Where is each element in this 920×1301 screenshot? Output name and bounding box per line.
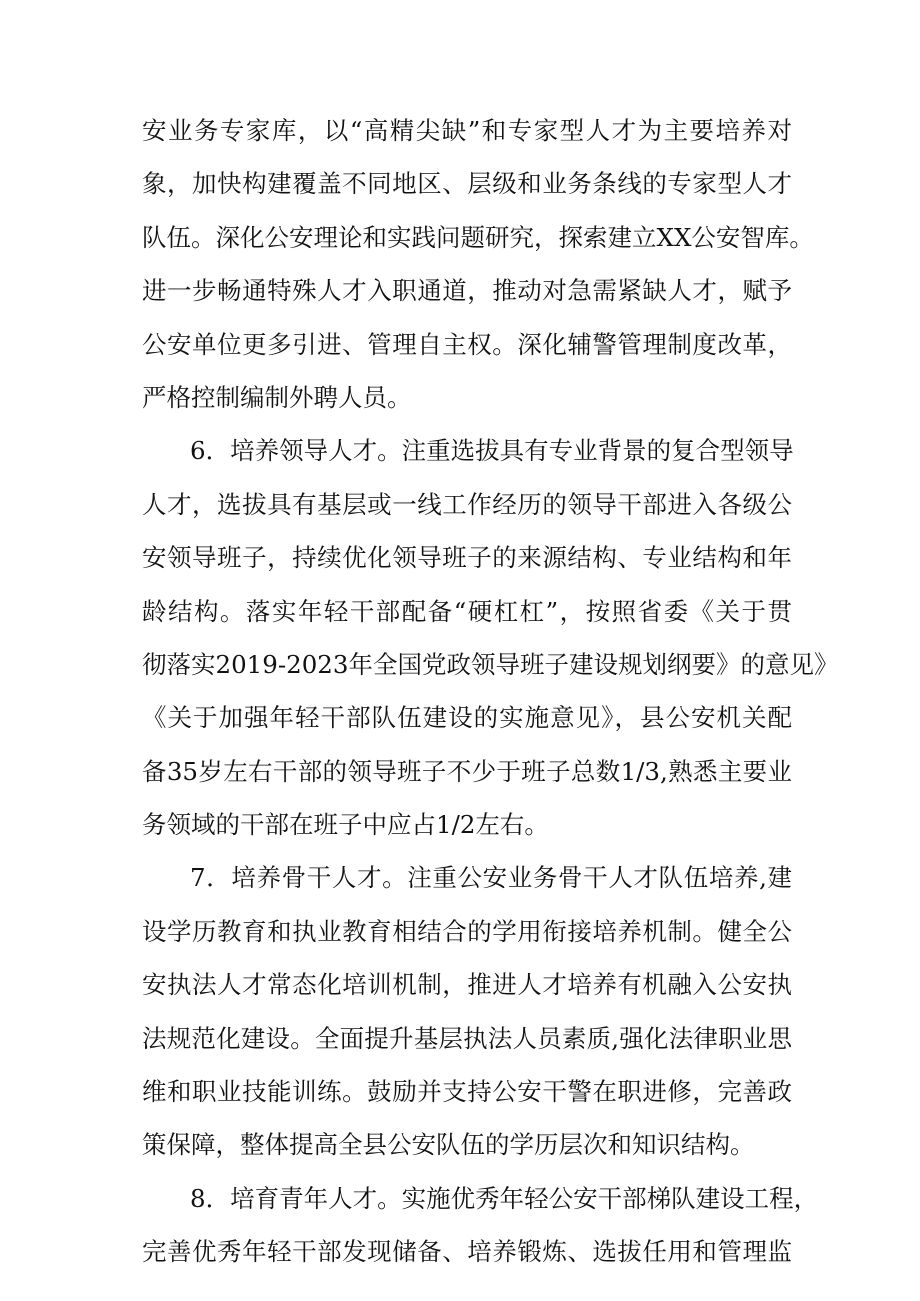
document-body (142, 104, 839, 1279)
text-line: 策保障，整体提高全县公安队伍的学历层次和知识结构。 (142, 1130, 755, 1160)
text-line: 公安单位更多引进、管理自主权。深化辅警管理制度改革， (142, 329, 792, 359)
text-line: 象，加快构建覆盖不同地区、层级和业务条线的专家型人才 (142, 169, 792, 199)
text-line: 龄结构。落实年轻干部配备“硬杠杠”，按照省委《关于贯 (142, 596, 792, 626)
text-line: 队伍。深化公安理论和实践问题研究，探索建立XX公安智库。 (142, 222, 814, 252)
text-line: 严格控制编制外聘人员。 (142, 382, 412, 412)
text-line: 完善优秀年轻干部发现储备、培养锻炼、选拔任用和管理监 (142, 1237, 792, 1267)
text-line: 《关于加强年轻干部队伍建设的实施意见》，县公安机关配 (142, 703, 792, 733)
text-line: 彻落实2019-2023年全国党政领导班子建设规划纲要》的意见》 (142, 649, 839, 679)
section-6-heading-line: 6．培养领导人才。注重选拔具有专业背景的复合型领导 (190, 436, 794, 466)
text-line: 务领域的干部在班子中应占1/2左右。 (142, 810, 549, 840)
text-line: 安业务专家库，以“高精尖缺”和专家型人才为主要培养对 (142, 116, 792, 145)
section-8-heading-line: 8．培育青年人才。实施优秀年轻公安干部梯队建设工程， (190, 1183, 819, 1213)
text-line: 进一步畅通特殊人才入职通道，推动对急需紧缺人才，赋予 (142, 276, 792, 306)
text-line: 法规范化建设。全面提升基层执法人员素质,强化法律职业思 (142, 1023, 792, 1053)
text-line: 安领导班子，持续优化领导班子的来源结构、专业结构和年 (142, 543, 792, 573)
text-line: 设学历教育和执业教育相结合的学用衔接培养机制。健全公 (142, 916, 792, 946)
text-line: 维和职业技能训练。鼓励并支持公安干警在职进修，完善政 (142, 1077, 792, 1107)
section-7-heading-line: 7．培养骨干人才。注重公安业务骨干人才队伍培养,建 (190, 863, 792, 893)
text-line: 安执法人才常态化培训机制，推进人才培养有机融入公安执 (142, 970, 792, 1000)
text-line: 人才，选拔具有基层或一线工作经历的领导干部进入各级公 (142, 489, 792, 519)
text-line: 备35岁左右干部的领导班子不少于班子总数1/3,熟悉主要业 (142, 756, 792, 786)
